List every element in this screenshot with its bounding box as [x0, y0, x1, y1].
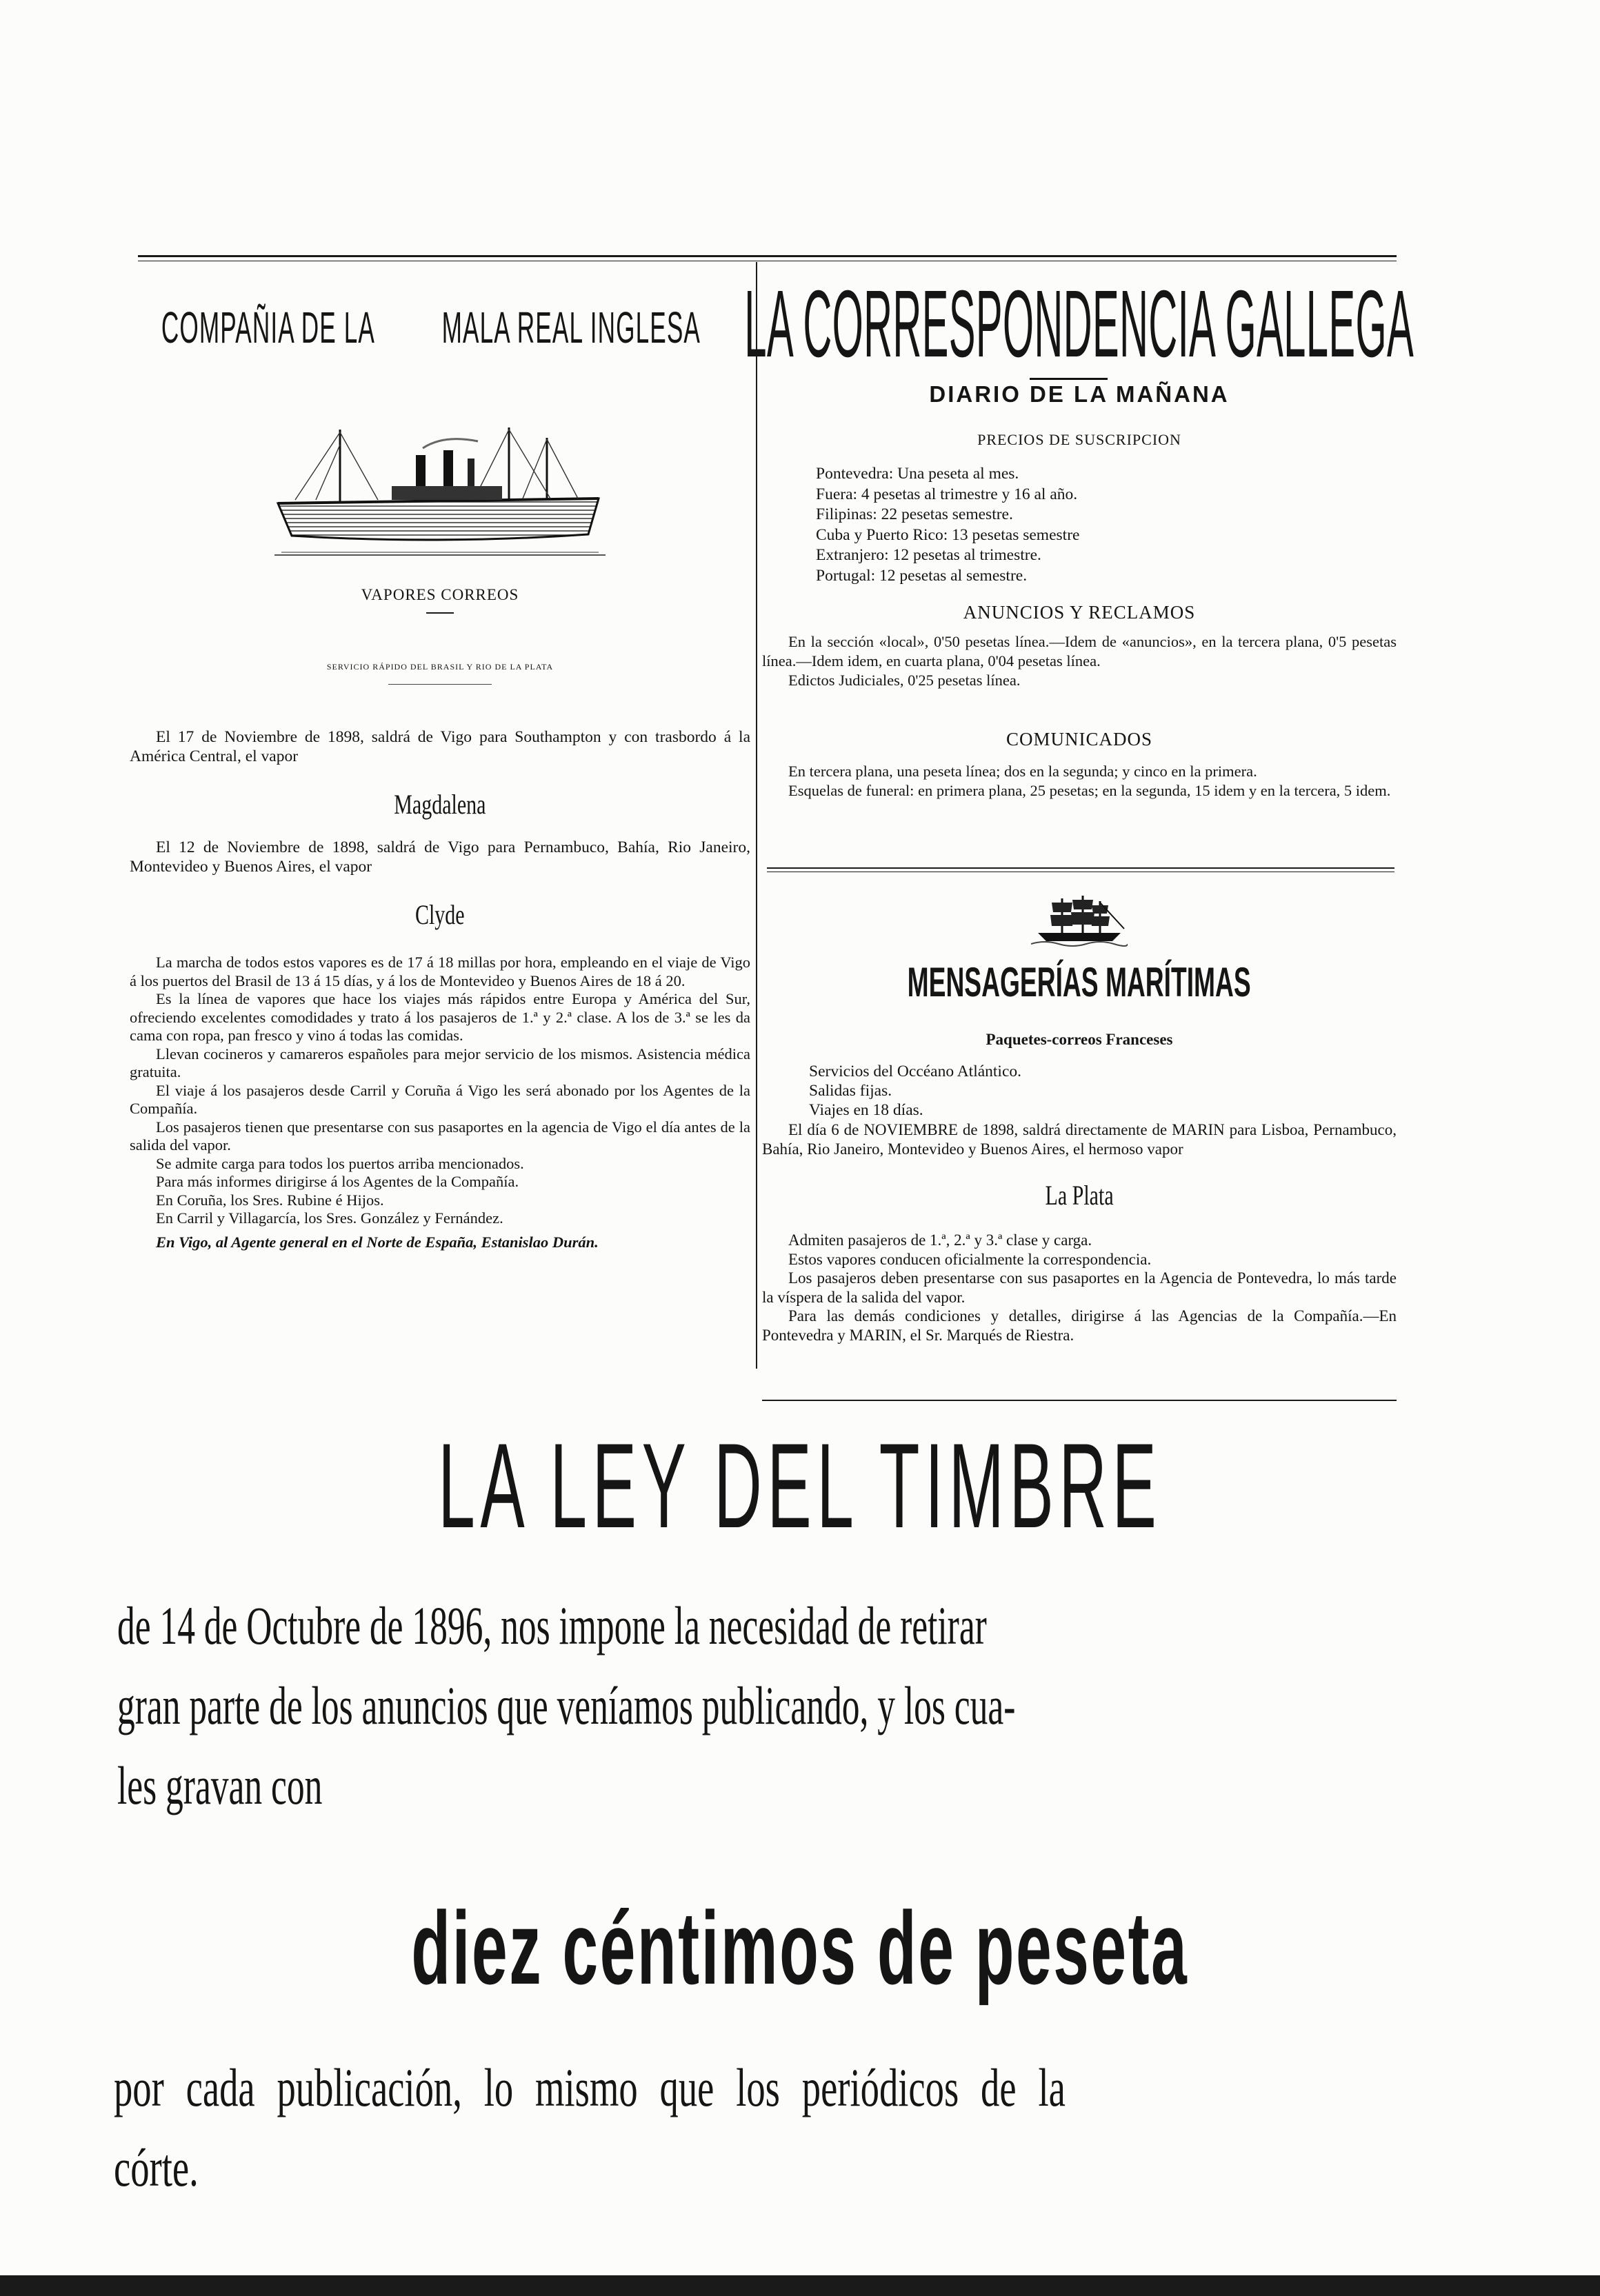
- mala-real-header: [130, 293, 750, 362]
- details-p10: En Coruña, los Sres. Rubine é Hijos.: [156, 1191, 384, 1209]
- la-plata-details: [762, 1231, 1397, 1345]
- details-p9: Para más informes dirigirse á los Agentes de la Compañía.: [156, 1173, 519, 1190]
- details-p3: La marcha de todos estos vapores es de 17 á 18 millas por hora, empleando en el viaje de Vigo á los puertos del Brasil de 13 á 15 días, y á los de Montevideo y Buenos Aires de 18 á 20.: [130, 954, 750, 989]
- notice-line-5: córte.: [114, 2137, 199, 2197]
- small-dash: [426, 612, 454, 614]
- precio-line: Portugal: 12 pesetas al semestre.: [816, 566, 1028, 585]
- la-plata-paragraph: El día 6 de NOVIEMBRE de 1898, saldrá directamente de MARIN para Lisboa, Pernambuco, Bahía, Rio Janeiro, Montevideo y Buenos Aires, el hermoso vapor: [762, 1121, 1397, 1158]
- precio-line: Filipinas: 22 pesetas semestre.: [816, 505, 1013, 523]
- la-plata-p2: Admiten pasajeros de 1.ª, 2.ª y 3.ª clase y carga.: [788, 1231, 1092, 1249]
- notice-line-3: les gravan con: [117, 1755, 323, 1815]
- paquetes-subtitle: Paquetes-correos Franceses: [986, 1031, 1173, 1048]
- la-plata-p3: Estos vapores conducen oficialmente la correspondencia.: [788, 1250, 1152, 1268]
- ley-rule: [762, 1400, 1397, 1401]
- comunicados-p2: Esquelas de funeral: en primera plana, 25 pesetas; en la segunda, 15 idem y en la tercera, 5 idem.: [788, 782, 1391, 799]
- paragraph-clyde: El 12 de Noviembre de 1898, saldrá de Vigo para Pernambuco, Bahía, Rio Janeiro, Montevideo y Buenos Aires, el vapor: [130, 838, 750, 876]
- details-block: [130, 954, 750, 1251]
- steamship-icon: [274, 417, 606, 562]
- anuncios-block: [762, 632, 1397, 690]
- servicios-list: [809, 1062, 1021, 1120]
- diez-centimos-highlight: diez céntimos de peseta: [411, 1889, 1189, 2006]
- la-plata-p4: Los pasajeros deben presentarse con sus pasaportes en la Agencia de Pontevedra, lo más tarde la víspera de la salida del vapor.: [762, 1269, 1397, 1306]
- comunicados-block: [762, 762, 1397, 800]
- details-p11: En Carril y Villagarcía, los Sres. González y Fernández.: [156, 1209, 503, 1227]
- anuncios-heading: ANUNCIOS Y RECLAMOS: [963, 602, 1196, 623]
- small-dash-2: [388, 684, 492, 685]
- notice-line-2: gran parte de los anuncios que veníamos publicando, y los cua-: [117, 1675, 1016, 1735]
- comunicados-p1: En tercera plana, una peseta línea; dos en la segunda; y cinco en la primera.: [788, 763, 1257, 780]
- bottom-bar: [0, 2275, 1600, 2296]
- details-p4: Es la línea de vapores que hace los viajes más rápidos entre Europa y América del Sur, ofreciendo excelentes comodidades y trato á los pasajeros de 1.ª y 2.ª clase. A los de 3.ª se les da cama con ropa, pan fresco y vino á todas las comidas.: [130, 990, 750, 1044]
- la-plata-p5: Para las demás condiciones y detalles, dirigirse á las Agencias de la Compañía.—En Pontevedra y MARIN, el Sr. Marqués de Riestra.: [762, 1307, 1397, 1344]
- details-p12: En Vigo, al Agente general en el Norte de España, Estanislao Durán.: [156, 1233, 599, 1251]
- correspondencia-masthead: [744, 270, 1414, 377]
- mensagerias-title: MENSAGERÍAS MARÍTIMAS: [907, 959, 1252, 1005]
- ship-name-la-plata: La Plata: [1045, 1180, 1114, 1211]
- details-p6: El viaje á los pasajeros desde Carril y Coruña á Vigo les será abonado por los Agentes de la Compañía.: [130, 1081, 750, 1117]
- anuncios-p2: Edictos Judiciales, 0'25 pesetas línea.: [788, 672, 1021, 689]
- precio-line: Extranjero: 12 pesetas al trimestre.: [816, 546, 1041, 564]
- top-rule: [138, 255, 1397, 257]
- notice-line-1: de 14 de Octubre de 1896, nos impone la necesidad de retirar: [117, 1595, 987, 1655]
- ley-del-timbre-title: LA LEY DEL TIMBRE: [438, 1418, 1162, 1553]
- vapores-correos-heading: VAPORES CORREOS: [361, 586, 519, 603]
- precios-list: [816, 464, 1079, 586]
- precio-line: Cuba y Puerto Rico: 13 pesetas semestre: [816, 525, 1080, 544]
- sailing-ship-illustration: [1031, 893, 1128, 948]
- ship-name-magdalena: Magdalena: [394, 789, 486, 820]
- header-left-text: COMPAÑIA DE LA: [161, 303, 375, 352]
- comunicados-heading: COMUNICADOS: [1006, 729, 1153, 749]
- ship-name-clyde: Clyde: [415, 899, 465, 930]
- details-p8: Se admite carga para todos los puertos arriba mencionados.: [156, 1154, 524, 1172]
- precio-line: Pontevedra: Una peseta al mes.: [816, 465, 1019, 483]
- mala-real-ad: [130, 272, 750, 1369]
- precio-line: Fuera: 4 pesetas al trimestre y 16 al año.: [816, 485, 1078, 503]
- precios-heading: PRECIOS DE SUSCRIPCION: [977, 431, 1181, 448]
- diario-subtitle: DIARIO DE LA MAÑANA: [762, 381, 1397, 407]
- servicio-line: Servicios del Occéano Atlántico.: [809, 1063, 1022, 1080]
- details-p5: Llevan cocineros y camareros españoles para mejor servicio de los mismos. Asistencia médica gratuita.: [130, 1045, 750, 1080]
- servicio-line: Salidas fijas.: [809, 1082, 892, 1100]
- steamship-illustration: [274, 417, 606, 562]
- correspondencia-gallega-ad: [744, 270, 1414, 1369]
- notice-line-4: por cada publicación, lo mismo que los periódicos de la: [114, 2057, 1066, 2117]
- paragraph-magdalena: El 17 de Noviembre de 1898, saldrá de Vigo para Southampton y con trasbordo á la América Central, el vapor: [130, 728, 750, 765]
- column-divider: [756, 262, 757, 1369]
- servicio-line: Viajes en 18 días.: [809, 1101, 923, 1119]
- header-right-text: MALA REAL INGLESA: [441, 303, 701, 352]
- anuncios-p1: En la sección «local», 0'50 pesetas línea.—Idem de «anuncios», en la tercera plana, 0'5 pesetas línea.—Idem idem, en cuarta plana, 0'04 pesetas línea.: [762, 633, 1397, 669]
- masthead-title: LA CORRESPONDENCIA GALLEGA: [744, 270, 1414, 377]
- sailing-ship-icon: [1031, 893, 1128, 948]
- servicio-line: SERVICIO RÁPIDO DEL BRASIL Y RIO DE LA PLATA: [326, 662, 554, 672]
- details-p7: Los pasajeros tienen que presentarse con sus pasaportes en la agencia de Vigo el día antes de la salida del vapor.: [130, 1118, 750, 1154]
